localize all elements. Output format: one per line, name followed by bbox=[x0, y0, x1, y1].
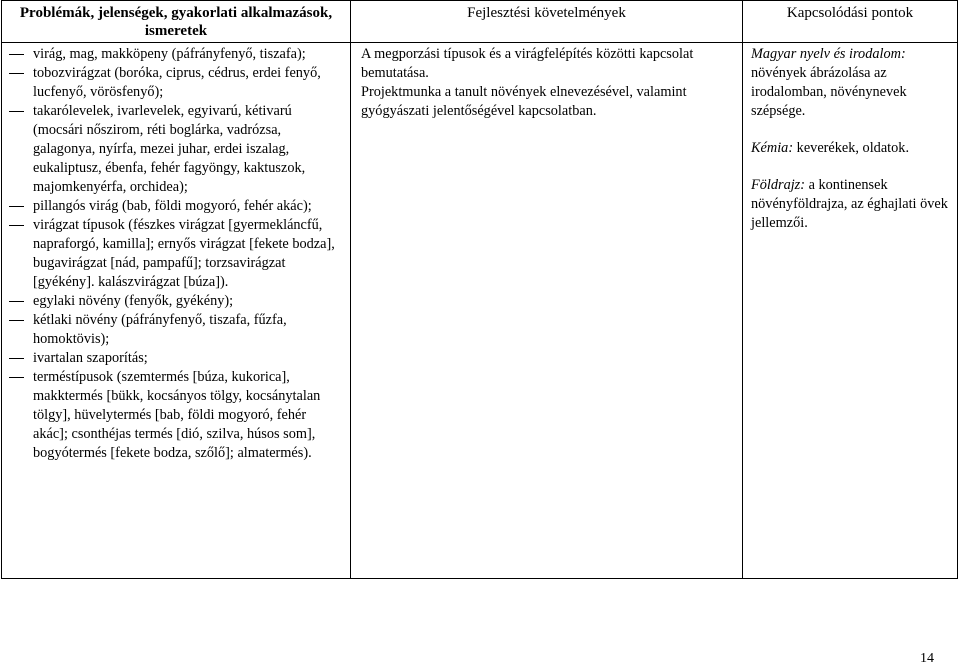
list-item bbox=[2, 45, 344, 64]
connection-subject: Kémia: bbox=[751, 140, 794, 156]
list-item bbox=[2, 349, 344, 368]
header-problems: Problémák, jelenségek, gyakorlati alkalmazások, ismeretek bbox=[2, 1, 351, 43]
list-item-text: terméstípusok (szemtermés [búza, kukorica], makktermés [bükk, kocsányos tölgy, kocsánytalan tölgy], hüvelytermés [bab, földi mogyoró, fehér akác]; csonthéjas termés [dió, szilva, húsos som], bogyótermés [fekete bodza, szőlő]; almatermés). bbox=[33, 369, 321, 461]
connection-text: növények ábrázolása az irodalomban, növénynevek szépsége. bbox=[751, 65, 907, 119]
table-row bbox=[2, 43, 958, 579]
dash-bullet bbox=[9, 320, 24, 321]
list-item-text: ivartalan szaporítás; bbox=[33, 350, 148, 366]
list-item-text: kétlaki növény (páfrányfenyő, tiszafa, fűzfa, homoktövis); bbox=[33, 312, 287, 347]
list-item-text: tobozvirágzat (boróka, ciprus, cédrus, erdei fenyő, lucfenyő, vörösfenyő); bbox=[33, 65, 321, 100]
dash-bullet bbox=[9, 377, 24, 378]
requirement-paragraph: Projektmunka a tanult növények elnevezésével, valamint gyógyászati jelentőségével kapcsolatban. bbox=[361, 84, 687, 119]
connection-entry bbox=[751, 139, 951, 158]
header-requirements: Fejlesztési követelmények bbox=[351, 1, 743, 43]
problems-list bbox=[2, 45, 344, 463]
connection-entry bbox=[751, 45, 951, 121]
list-item bbox=[2, 311, 344, 349]
list-item-text: virág, mag, makköpeny (páfrányfenyő, tiszafa); bbox=[33, 46, 306, 62]
connection-text: a kontinensek növényföldrajza, az éghajlati övek jellemzői. bbox=[751, 177, 948, 231]
header-connections: Kapcsolódási pontok bbox=[743, 1, 958, 43]
dash-bullet bbox=[9, 301, 24, 302]
connection-subject: Földrajz: bbox=[751, 177, 806, 193]
dash-bullet bbox=[9, 111, 24, 112]
list-item bbox=[2, 292, 344, 311]
list-item-text: virágzat típusok (fészkes virágzat [gyermekláncfű, napraforgó, kamilla]; ernyős virágzat [fekete bodza], bugavirágzat [nád, pampafű]; torzsavirágzat [gyékény]. kalászvirágzat [búza]). bbox=[33, 217, 335, 290]
list-item-text: takarólevelek, ivarlevelek, egyivarú, kétivarú (mocsári nőszirom, réti boglárka, vadrózsa, galagonya, nyírfa, mezei juhar, erdei iszalag, eukaliptusz, ébenfa, fehér fagyöngy, kaktuszok, majomkenyérfa, orchidea); bbox=[33, 103, 306, 195]
page-number: 14 bbox=[920, 651, 934, 666]
list-item bbox=[2, 368, 344, 463]
dash-bullet bbox=[9, 358, 24, 359]
list-item-text: egylaki növény (fenyők, gyékény); bbox=[33, 293, 234, 309]
list-item bbox=[2, 197, 344, 216]
requirement-paragraph: A megporzási típusok és a virágfelépítés közötti kapcsolat bemutatása. bbox=[361, 46, 694, 81]
list-item-text: pillangós virág (bab, földi mogyoró, fehér akác); bbox=[33, 198, 312, 214]
connection-subject: Magyar nyelv és irodalom: bbox=[751, 46, 906, 62]
connections-cell bbox=[743, 43, 958, 579]
dash-bullet bbox=[9, 206, 24, 207]
dash-bullet bbox=[9, 73, 24, 74]
requirements-cell bbox=[351, 43, 743, 579]
connection-text: keverékek, oldatok. bbox=[796, 140, 910, 156]
curriculum-table bbox=[1, 0, 958, 579]
list-item bbox=[2, 216, 344, 292]
list-item bbox=[2, 102, 344, 197]
connection-entry bbox=[751, 176, 951, 233]
dash-bullet bbox=[9, 225, 24, 226]
dash-bullet bbox=[9, 54, 24, 55]
list-item bbox=[2, 64, 344, 102]
table-header-row bbox=[2, 1, 958, 43]
problems-cell bbox=[2, 43, 351, 579]
